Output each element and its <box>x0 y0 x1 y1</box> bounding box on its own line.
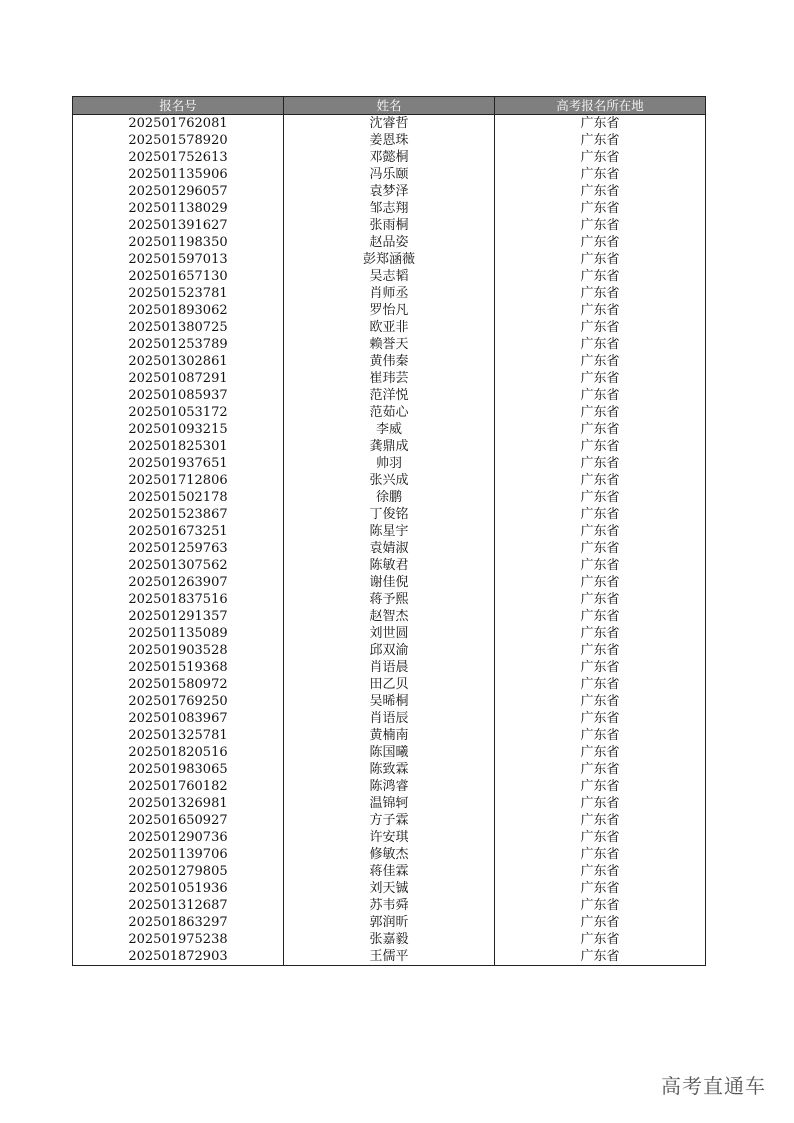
registration-number-cell: 202501312687 <box>73 897 284 914</box>
registration-location-cell: 广东省 <box>495 455 706 472</box>
student-name-cell: 陈星宇 <box>284 523 495 540</box>
student-name-cell: 许安琪 <box>284 829 495 846</box>
registration-location-cell: 广东省 <box>495 948 706 966</box>
student-name-cell: 李威 <box>284 421 495 438</box>
table-row <box>73 166 706 183</box>
registration-number-cell: 202501138029 <box>73 200 284 217</box>
student-name-cell: 邹志翔 <box>284 200 495 217</box>
table-row <box>73 353 706 370</box>
registration-number-cell: 202501139706 <box>73 846 284 863</box>
registration-location-cell: 广东省 <box>495 149 706 166</box>
student-name-cell: 方子霖 <box>284 812 495 829</box>
registration-number-cell: 202501380725 <box>73 319 284 336</box>
student-name-cell: 黄伟秦 <box>284 353 495 370</box>
table-row <box>73 897 706 914</box>
registration-location-cell: 广东省 <box>495 608 706 625</box>
student-name-cell: 龚鼎成 <box>284 438 495 455</box>
registration-location-cell: 广东省 <box>495 523 706 540</box>
registration-location-cell: 广东省 <box>495 574 706 591</box>
student-name-cell: 张兴成 <box>284 472 495 489</box>
student-name-cell: 张嘉毅 <box>284 931 495 948</box>
registration-number-cell: 202501502178 <box>73 489 284 506</box>
registration-number-cell: 202501893062 <box>73 302 284 319</box>
student-name-cell: 赵智杰 <box>284 608 495 625</box>
registration-number-cell: 202501053172 <box>73 404 284 421</box>
table-row <box>73 710 706 727</box>
registration-location-cell: 广东省 <box>495 795 706 812</box>
table-row <box>73 608 706 625</box>
registration-number-cell: 202501391627 <box>73 217 284 234</box>
table-row <box>73 421 706 438</box>
registration-location-cell: 广东省 <box>495 710 706 727</box>
table-row <box>73 217 706 234</box>
registration-number-cell: 202501650927 <box>73 812 284 829</box>
registration-number-cell: 202501291357 <box>73 608 284 625</box>
registration-number-cell: 202501523781 <box>73 285 284 302</box>
student-name-cell: 蒋予熙 <box>284 591 495 608</box>
table-row <box>73 506 706 523</box>
student-name-cell: 崔玮芸 <box>284 370 495 387</box>
registration-location-cell: 广东省 <box>495 744 706 761</box>
registration-location-cell: 广东省 <box>495 540 706 557</box>
table-row <box>73 574 706 591</box>
student-name-cell: 谢佳倪 <box>284 574 495 591</box>
student-name-cell: 刘世圆 <box>284 625 495 642</box>
registration-number-cell: 202501087291 <box>73 370 284 387</box>
table-row <box>73 489 706 506</box>
student-name-cell: 王儒平 <box>284 948 495 966</box>
registration-number-cell: 202501983065 <box>73 761 284 778</box>
registration-number-cell: 202501580972 <box>73 676 284 693</box>
registration-number-cell: 202501253789 <box>73 336 284 353</box>
student-name-cell: 温锦轲 <box>284 795 495 812</box>
registration-location-cell: 广东省 <box>495 557 706 574</box>
registration-location-cell: 广东省 <box>495 200 706 217</box>
table-row <box>73 625 706 642</box>
registration-number-cell: 202501752613 <box>73 149 284 166</box>
registration-location-cell: 广东省 <box>495 778 706 795</box>
registration-number-cell: 202501085937 <box>73 387 284 404</box>
registration-number-cell: 202501762081 <box>73 115 284 133</box>
registration-location-cell: 广东省 <box>495 251 706 268</box>
table-row <box>73 540 706 557</box>
student-name-cell: 吴志韬 <box>284 268 495 285</box>
table-row <box>73 642 706 659</box>
table-row <box>73 115 706 133</box>
registration-location-cell: 广东省 <box>495 421 706 438</box>
table-row <box>73 455 706 472</box>
student-name-cell: 赵品姿 <box>284 234 495 251</box>
table-row <box>73 336 706 353</box>
table-row <box>73 370 706 387</box>
registration-number-cell: 202501578920 <box>73 132 284 149</box>
student-name-cell: 张雨桐 <box>284 217 495 234</box>
registration-number-cell: 202501760182 <box>73 778 284 795</box>
header-registration-number: 报名号 <box>73 97 284 115</box>
registration-number-cell: 202501263907 <box>73 574 284 591</box>
registration-location-cell: 广东省 <box>495 183 706 200</box>
registration-location-cell: 广东省 <box>495 404 706 421</box>
student-name-cell: 陈鸿睿 <box>284 778 495 795</box>
registration-number-cell: 202501975238 <box>73 931 284 948</box>
registration-location-cell: 广东省 <box>495 438 706 455</box>
student-name-cell: 肖师丞 <box>284 285 495 302</box>
registration-number-cell: 202501863297 <box>73 914 284 931</box>
registration-number-cell: 202501519368 <box>73 659 284 676</box>
registration-number-cell: 202501307562 <box>73 557 284 574</box>
table-row <box>73 676 706 693</box>
student-name-cell: 丁俊铭 <box>284 506 495 523</box>
student-name-cell: 范洋悦 <box>284 387 495 404</box>
registration-number-cell: 202501872903 <box>73 948 284 966</box>
table-row <box>73 268 706 285</box>
registration-location-cell: 广东省 <box>495 234 706 251</box>
table-row <box>73 200 706 217</box>
student-name-cell: 赖誉天 <box>284 336 495 353</box>
registration-location-cell: 广东省 <box>495 115 706 133</box>
student-name-cell: 欧亚非 <box>284 319 495 336</box>
table-row <box>73 404 706 421</box>
registration-location-cell: 广东省 <box>495 880 706 897</box>
student-name-cell: 袁婧淑 <box>284 540 495 557</box>
watermark-text: 高考直通车 <box>661 1074 766 1098</box>
registration-location-cell: 广东省 <box>495 914 706 931</box>
table-row <box>73 251 706 268</box>
table-row <box>73 744 706 761</box>
registration-location-cell: 广东省 <box>495 727 706 744</box>
table-row <box>73 948 706 966</box>
table-row <box>73 829 706 846</box>
table-body <box>73 115 706 966</box>
registration-location-cell: 广东省 <box>495 625 706 642</box>
table-row <box>73 846 706 863</box>
student-name-cell: 田乙贝 <box>284 676 495 693</box>
registration-number-cell: 202501937651 <box>73 455 284 472</box>
student-name-cell: 罗怡凡 <box>284 302 495 319</box>
registration-location-cell: 广东省 <box>495 591 706 608</box>
student-name-cell: 刘天铖 <box>284 880 495 897</box>
registration-location-cell: 广东省 <box>495 897 706 914</box>
table-row <box>73 183 706 200</box>
header-name: 姓名 <box>284 97 495 115</box>
registration-number-cell: 202501198350 <box>73 234 284 251</box>
registration-location-cell: 广东省 <box>495 166 706 183</box>
registration-location-cell: 广东省 <box>495 489 706 506</box>
student-name-cell: 蒋佳霖 <box>284 863 495 880</box>
table-row <box>73 659 706 676</box>
student-name-cell: 沈睿哲 <box>284 115 495 133</box>
table-row <box>73 319 706 336</box>
registration-number-cell: 202501083967 <box>73 710 284 727</box>
registration-number-cell: 202501597013 <box>73 251 284 268</box>
table-row <box>73 387 706 404</box>
table-header-row <box>73 97 706 115</box>
table-row <box>73 778 706 795</box>
registration-number-cell: 202501657130 <box>73 268 284 285</box>
registration-location-cell: 广东省 <box>495 931 706 948</box>
registration-number-cell: 202501135089 <box>73 625 284 642</box>
table-row <box>73 149 706 166</box>
student-name-cell: 苏韦舜 <box>284 897 495 914</box>
student-name-cell: 冯乐颐 <box>284 166 495 183</box>
table-row <box>73 523 706 540</box>
registration-location-cell: 广东省 <box>495 268 706 285</box>
registration-number-cell: 202501325781 <box>73 727 284 744</box>
registration-location-cell: 广东省 <box>495 285 706 302</box>
student-name-cell: 邱双渝 <box>284 642 495 659</box>
student-name-cell: 范茹心 <box>284 404 495 421</box>
registration-location-cell: 广东省 <box>495 302 706 319</box>
table-row <box>73 863 706 880</box>
student-name-cell: 陈致霖 <box>284 761 495 778</box>
table-row <box>73 591 706 608</box>
registration-location-cell: 广东省 <box>495 370 706 387</box>
registration-number-cell: 202501051936 <box>73 880 284 897</box>
table-row <box>73 302 706 319</box>
table-row <box>73 795 706 812</box>
student-name-cell: 袁梦泽 <box>284 183 495 200</box>
registration-location-cell: 广东省 <box>495 336 706 353</box>
registration-number-cell: 202501825301 <box>73 438 284 455</box>
registration-number-cell: 202501259763 <box>73 540 284 557</box>
table-row <box>73 761 706 778</box>
registration-number-cell: 202501837516 <box>73 591 284 608</box>
registration-location-cell: 广东省 <box>495 761 706 778</box>
student-name-cell: 郭润昕 <box>284 914 495 931</box>
registration-location-cell: 广东省 <box>495 353 706 370</box>
table-row <box>73 880 706 897</box>
table-row <box>73 234 706 251</box>
student-name-cell: 陈敏君 <box>284 557 495 574</box>
table-row <box>73 557 706 574</box>
registration-location-cell: 广东省 <box>495 132 706 149</box>
registration-location-cell: 广东省 <box>495 676 706 693</box>
registration-location-cell: 广东省 <box>495 659 706 676</box>
student-name-cell: 黄楠南 <box>284 727 495 744</box>
student-name-cell: 肖语辰 <box>284 710 495 727</box>
registration-location-cell: 广东省 <box>495 642 706 659</box>
table-row <box>73 812 706 829</box>
registration-location-cell: 广东省 <box>495 812 706 829</box>
student-name-cell: 帅羽 <box>284 455 495 472</box>
student-name-cell: 徐鹏 <box>284 489 495 506</box>
table-row <box>73 285 706 302</box>
student-name-cell: 姜恩珠 <box>284 132 495 149</box>
header-registration-location: 高考报名所在地 <box>495 97 706 115</box>
student-name-cell: 肖语晨 <box>284 659 495 676</box>
registration-location-cell: 广东省 <box>495 217 706 234</box>
registration-location-cell: 广东省 <box>495 506 706 523</box>
registration-number-cell: 202501712806 <box>73 472 284 489</box>
registration-number-cell: 202501279805 <box>73 863 284 880</box>
table-row <box>73 914 706 931</box>
admission-list-sheet <box>72 96 705 966</box>
registration-number-cell: 202501820516 <box>73 744 284 761</box>
student-name-cell: 陈国曦 <box>284 744 495 761</box>
student-name-cell: 修敏杰 <box>284 846 495 863</box>
registration-location-cell: 广东省 <box>495 693 706 710</box>
student-name-cell: 彭郑涵薇 <box>284 251 495 268</box>
registration-number-cell: 202501296057 <box>73 183 284 200</box>
registration-number-cell: 202501093215 <box>73 421 284 438</box>
table-row <box>73 727 706 744</box>
table-row <box>73 438 706 455</box>
registration-number-cell: 202501326981 <box>73 795 284 812</box>
registration-number-cell: 202501523867 <box>73 506 284 523</box>
student-name-cell: 吴晞桐 <box>284 693 495 710</box>
table-row <box>73 472 706 489</box>
table-row <box>73 693 706 710</box>
registration-number-cell: 202501673251 <box>73 523 284 540</box>
registration-number-cell: 202501903528 <box>73 642 284 659</box>
registration-number-cell: 202501302861 <box>73 353 284 370</box>
student-name-cell: 邓懿桐 <box>284 149 495 166</box>
registration-location-cell: 广东省 <box>495 863 706 880</box>
registration-location-cell: 广东省 <box>495 319 706 336</box>
registration-location-cell: 广东省 <box>495 829 706 846</box>
registration-location-cell: 广东省 <box>495 846 706 863</box>
registration-location-cell: 广东省 <box>495 387 706 404</box>
registration-number-cell: 202501135906 <box>73 166 284 183</box>
admission-list-table <box>72 96 706 966</box>
registration-number-cell: 202501290736 <box>73 829 284 846</box>
table-row <box>73 132 706 149</box>
table-row <box>73 931 706 948</box>
registration-number-cell: 202501769250 <box>73 693 284 710</box>
registration-location-cell: 广东省 <box>495 472 706 489</box>
